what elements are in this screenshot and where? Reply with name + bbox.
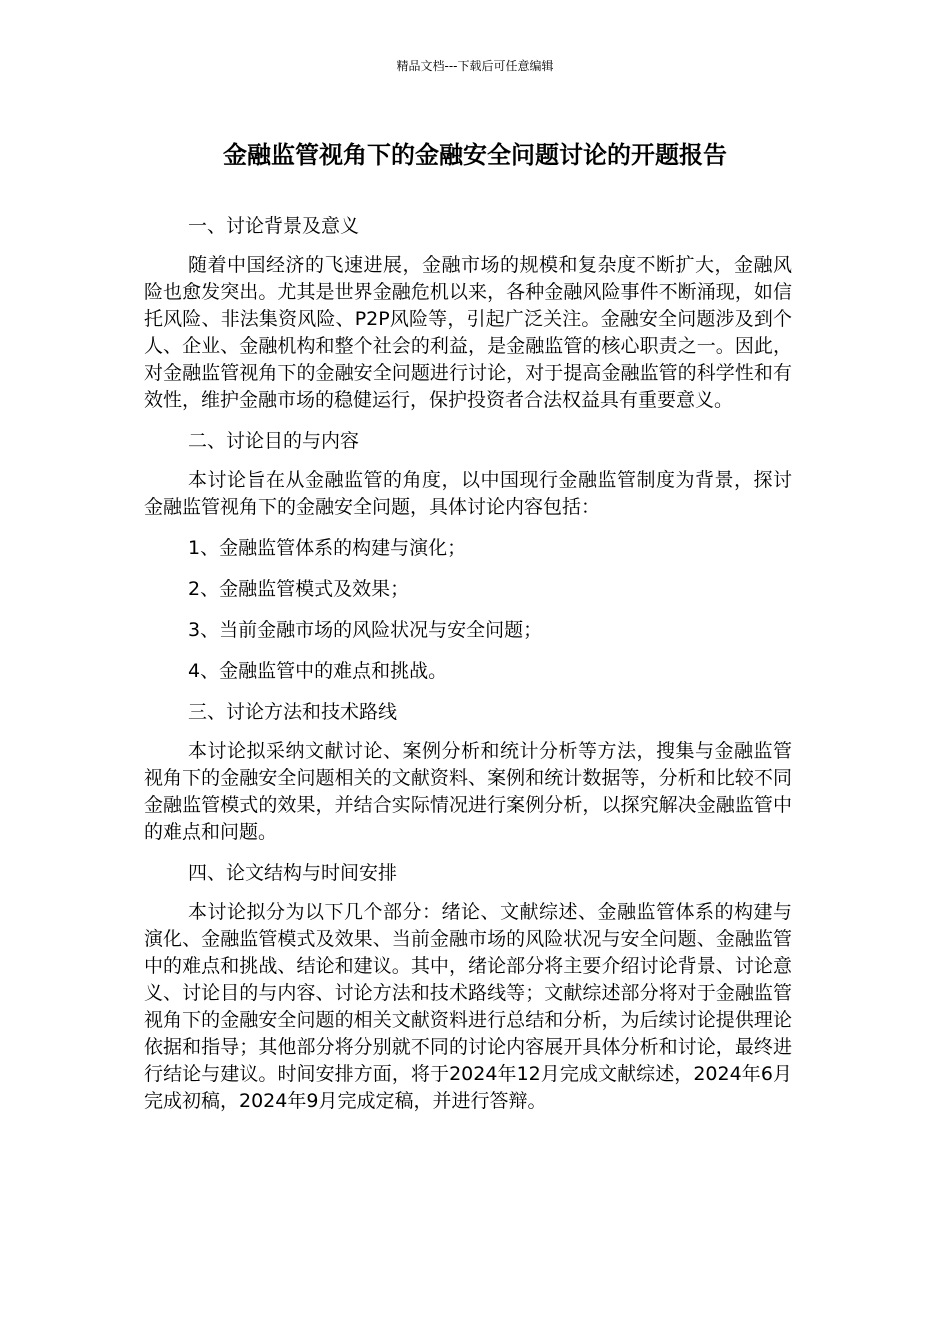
list-item: 3、当前金融市场的风险状况与安全问题； bbox=[188, 619, 543, 641]
list-item: 2、金融监管模式及效果； bbox=[188, 578, 410, 600]
section-paragraph: 随着中国经济的飞速进展，金融市场的规模和复杂度不断扩大，金融风险也愈发突出。尤其是世界金融危机以来，各种金融风险事件不断涌现，如信托风险、非法集资风险、P2P风险等，引起广泛关注。金融安全问题涉及到个人、企业、金融机构和整个社会的利益，是金融监管的核心职责之一。因此，对金融监管视角下的金融安全问题进行讨论，对于提高金融监管的科学性和有效性，维护金融市场的稳健运行，保护投资者合法权益具有重要意义。 bbox=[144, 254, 792, 411]
list-item: 1、金融监管体系的构建与演化； bbox=[188, 537, 467, 559]
section-heading: 四、论文结构与时间安排 bbox=[188, 862, 398, 884]
document-title: 金融监管视角下的金融安全问题讨论的开题报告 bbox=[223, 141, 727, 169]
list-item: 4、金融监管中的难点和挑战。 bbox=[188, 660, 448, 682]
section-heading: 三、讨论方法和技术路线 bbox=[188, 701, 398, 723]
section-heading: 二、讨论目的与内容 bbox=[188, 430, 360, 452]
section-paragraph: 本讨论拟分为以下几个部分：绪论、文献综述、金融监管体系的构建与演化、金融监管模式及效果、当前金融市场的风险状况与安全问题、金融监管中的难点和挑战、结论和建议。其中，绪论部分将主要介绍讨论背景、讨论意义、讨论目的与内容、讨论方法和技术路线等；文献综述部分将对于金融监管视角下的金融安全问题的相关文献资料进行总结和分析，为后续讨论提供理论依据和指导；其他部分将分别就不同的讨论内容展开具体分析和讨论，最终进行结论与建议。时间安排方面，将于2024年12月完成文献综述，2024年6月完成初稿，2024年9月完成定稿，并进行答辩。 bbox=[144, 901, 792, 1112]
header-note: 精品文档---下载后可任意编辑 bbox=[396, 59, 554, 73]
section-paragraph: 本讨论拟采纳文献讨论、案例分析和统计分析等方法，搜集与金融监管视角下的金融安全问题相关的文献资料、案例和统计数据等，分析和比较不同金融监管模式的效果，并结合实际情况进行案例分析，以探究解决金融监管中的难点和问题。 bbox=[144, 740, 792, 843]
section-heading: 一、讨论背景及意义 bbox=[188, 215, 360, 237]
document-body bbox=[144, 210, 792, 1129]
section-paragraph: 本讨论旨在从金融监管的角度，以中国现行金融监管制度为背景，探讨金融监管视角下的金融安全问题，具体讨论内容包括： bbox=[144, 469, 792, 518]
